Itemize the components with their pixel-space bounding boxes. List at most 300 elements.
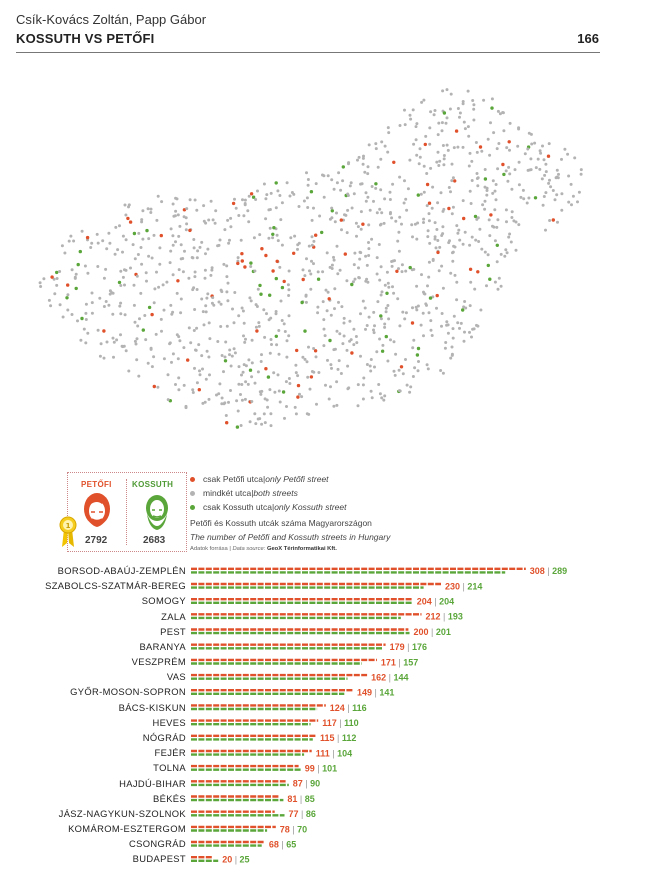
settlement-dot (460, 322, 463, 325)
settlement-dot (211, 296, 214, 299)
settlement-dot (452, 206, 455, 209)
settlement-dot (204, 401, 207, 404)
settlement-dot (196, 381, 199, 384)
settlement-dot (316, 311, 319, 314)
settlement-dot (468, 244, 471, 247)
settlement-dot (227, 242, 230, 245)
settlement-dot (111, 313, 114, 316)
settlement-dot (324, 334, 327, 337)
settlement-dot (394, 220, 397, 223)
settlement-dot (158, 263, 161, 266)
settlement-dot (425, 304, 428, 307)
settlement-dot (547, 182, 550, 185)
settlement-dot (474, 215, 477, 218)
settlement-dot (328, 398, 331, 401)
settlement-dot (336, 330, 339, 333)
settlement-dot (415, 238, 418, 241)
settlement-dot (303, 329, 306, 332)
settlement-dot (199, 373, 202, 376)
settlement-dot (253, 236, 256, 239)
settlement-dot (137, 375, 140, 378)
settlement-dot (451, 212, 454, 215)
settlement-dot (383, 326, 386, 329)
settlement-dot (271, 269, 274, 272)
settlement-dot (424, 135, 427, 138)
settlement-dot (310, 375, 313, 378)
county-label: BÉKÉS (152, 792, 186, 804)
settlement-dot (329, 385, 332, 388)
settlement-dot (555, 193, 558, 196)
settlement-dot (165, 281, 168, 284)
settlement-dot (373, 324, 376, 327)
settlement-dot (548, 219, 551, 222)
medal-ribbon-icon (59, 515, 77, 549)
settlement-dot (61, 244, 64, 247)
value-label: 68 | 65 (268, 839, 297, 850)
settlement-dot (447, 332, 450, 335)
settlement-dot (507, 236, 510, 239)
settlement-dot (97, 242, 100, 245)
settlement-dot (572, 195, 575, 198)
settlement-dot (366, 363, 369, 366)
settlement-dot (438, 160, 441, 163)
legend-item-petofi (190, 472, 347, 486)
settlement-dot (484, 200, 487, 203)
settlement-dot (240, 374, 243, 377)
settlement-dot (178, 268, 181, 271)
county-label: SOMOGY (141, 595, 186, 607)
settlement-dot (451, 346, 454, 349)
settlement-dot (484, 168, 487, 171)
settlement-dot (403, 317, 406, 320)
settlement-dot (48, 299, 51, 302)
settlement-dot (508, 140, 511, 143)
settlement-dot (344, 252, 347, 255)
settlement-dot (473, 288, 476, 291)
settlement-dot (193, 329, 196, 332)
settlement-dot (498, 277, 501, 280)
settlement-dot (443, 154, 446, 157)
settlement-dot (206, 292, 209, 295)
settlement-dot (494, 239, 497, 242)
settlement-dot (361, 223, 364, 226)
settlement-dot (179, 311, 182, 314)
settlement-dot (405, 209, 408, 212)
settlement-dot (281, 319, 284, 322)
settlement-dot (366, 172, 369, 175)
settlement-dot (437, 164, 440, 167)
settlement-dot (356, 159, 359, 162)
settlement-dot (488, 234, 491, 237)
settlement-dot (232, 202, 235, 205)
description-en: The number of Petőfi and Kossuth streets in Hungary (190, 532, 391, 542)
settlement-dot (417, 347, 420, 350)
settlement-dot (178, 225, 181, 228)
settlement-dot (76, 319, 79, 322)
settlement-dot (362, 377, 365, 380)
settlement-dot (39, 285, 42, 288)
settlement-dot (359, 355, 362, 358)
settlement-dot (302, 268, 305, 271)
settlement-dot (149, 211, 152, 214)
settlement-dot (181, 257, 184, 260)
settlement-dot (348, 320, 351, 323)
settlement-dot (250, 400, 253, 403)
settlement-dot (428, 219, 431, 222)
settlement-dot (497, 288, 500, 291)
settlement-dot (137, 253, 140, 256)
settlement-dot (91, 312, 94, 315)
settlement-dot (455, 281, 458, 284)
settlement-dot (539, 149, 542, 152)
settlement-dot (449, 357, 452, 360)
totals-divider (126, 479, 127, 545)
settlement-dot (436, 201, 439, 204)
settlement-dot (193, 275, 196, 278)
settlement-dot (526, 148, 529, 151)
settlement-dot (296, 374, 299, 377)
settlement-dot (484, 177, 487, 180)
settlement-dot (352, 280, 355, 283)
settlement-dot (479, 145, 482, 148)
settlement-dot (455, 298, 458, 301)
settlement-dot (203, 220, 206, 223)
settlement-dot (256, 190, 259, 193)
legend-sep: | (251, 488, 254, 498)
settlement-dot (431, 207, 434, 210)
petofi-portrait-icon (78, 492, 116, 534)
settlement-dot (72, 240, 75, 243)
settlement-dot (320, 231, 323, 234)
settlement-dot (385, 310, 388, 313)
settlement-dot (309, 273, 312, 276)
settlement-dot (269, 208, 272, 211)
settlement-dot (276, 260, 279, 263)
settlement-dot (65, 296, 68, 299)
kossuth-portrait-icon (138, 492, 176, 534)
settlement-dot (447, 207, 450, 210)
settlement-dot (194, 199, 197, 202)
settlement-dot (221, 397, 224, 400)
settlement-dot (200, 241, 203, 244)
settlement-dot (346, 349, 349, 352)
settlement-dot (219, 325, 222, 328)
settlement-dot (384, 145, 387, 148)
settlement-dot (462, 100, 465, 103)
settlement-dot (101, 239, 104, 242)
settlement-dot (241, 307, 244, 310)
settlement-dot (269, 352, 272, 355)
settlement-dot (333, 307, 336, 310)
settlement-dot (452, 251, 455, 254)
settlement-dot (469, 268, 472, 271)
settlement-dot (312, 347, 315, 350)
settlement-dot (248, 296, 251, 299)
settlement-dot (552, 189, 555, 192)
settlement-dot (492, 179, 495, 182)
settlement-dot (357, 225, 360, 228)
settlement-dot (350, 283, 353, 286)
settlement-dot (441, 312, 444, 315)
settlement-dot (86, 236, 89, 239)
settlement-dot (420, 101, 423, 104)
settlement-dot (288, 382, 291, 385)
settlement-dot (379, 392, 382, 395)
settlement-dot (275, 310, 278, 313)
settlement-dot (373, 331, 376, 334)
value-label: 20 | 25 (222, 854, 250, 865)
settlement-dot (307, 178, 310, 181)
settlement-dot (491, 225, 494, 228)
settlement-dot (336, 272, 339, 275)
settlement-dot (538, 168, 541, 171)
settlement-dot (331, 264, 334, 267)
description-hu: Petőfi és Kossuth utcák száma Magyarországon (190, 518, 372, 528)
settlement-dot (171, 234, 174, 237)
settlement-dot (168, 342, 171, 345)
settlement-dot (480, 248, 483, 251)
settlement-dot (457, 107, 460, 110)
settlement-dot (387, 282, 390, 285)
settlement-dot (470, 160, 473, 163)
settlement-dot (426, 284, 429, 287)
settlement-dot (268, 294, 271, 297)
settlement-dot (408, 159, 411, 162)
settlement-dot (487, 138, 490, 141)
settlement-dot (350, 181, 353, 184)
settlement-dot (549, 185, 552, 188)
settlement-dot (208, 337, 211, 340)
settlement-dot (266, 406, 269, 409)
settlement-dot (227, 282, 230, 285)
settlement-dot (462, 199, 465, 202)
settlement-dot (377, 166, 380, 169)
settlement-dot (97, 329, 100, 332)
settlement-dot (288, 270, 291, 273)
settlement-dot (282, 390, 285, 393)
settlement-dot (275, 181, 278, 184)
settlement-dot (378, 243, 381, 246)
settlement-dot (372, 311, 375, 314)
settlement-dot (472, 108, 475, 111)
settlement-dot (228, 353, 231, 356)
settlement-dot (240, 252, 243, 255)
county-label: SZABOLCS-SZATMÁR-BEREG (45, 580, 186, 592)
settlement-dot (157, 195, 160, 198)
settlement-dot (278, 194, 281, 197)
settlement-dot (505, 169, 508, 172)
legend-sep: | (263, 474, 266, 484)
settlement-dot (470, 336, 473, 339)
settlement-dot (379, 224, 382, 227)
settlement-dot (322, 300, 325, 303)
settlement-dot (129, 267, 132, 270)
settlement-dot (112, 337, 115, 340)
settlement-dot (409, 385, 412, 388)
settlement-dot (228, 349, 231, 352)
settlement-dot (249, 261, 252, 264)
settlement-dot (452, 327, 455, 330)
settlement-dot (343, 335, 346, 338)
settlement-dot (157, 286, 160, 289)
settlement-dot (270, 343, 273, 346)
settlement-dot (317, 270, 320, 273)
settlement-dot (68, 240, 71, 243)
settlement-dot (436, 251, 439, 254)
kossuth-dot-icon (190, 505, 195, 510)
settlement-dot (233, 347, 236, 350)
settlement-dot (445, 122, 448, 125)
settlement-dot (431, 186, 434, 189)
settlement-dot (391, 183, 394, 186)
value-label: 87 | 90 (292, 778, 321, 789)
settlement-dot (204, 304, 207, 307)
settlement-dot (358, 258, 361, 261)
settlement-dot (144, 338, 147, 341)
settlement-dot (268, 388, 271, 391)
settlement-dot (155, 271, 158, 274)
settlement-dot (409, 118, 412, 121)
settlement-dot (544, 163, 547, 166)
settlement-dot (177, 357, 180, 360)
settlement-dot (443, 111, 446, 114)
settlement-dot (233, 291, 236, 294)
settlement-dot (191, 256, 194, 259)
settlement-dot (417, 360, 420, 363)
settlement-dot (451, 260, 454, 263)
settlement-dot (527, 197, 530, 200)
settlement-dot (467, 125, 470, 128)
settlement-dot (196, 288, 199, 291)
settlement-dot (136, 275, 139, 278)
legend-item-kossuth (190, 500, 347, 514)
settlement-dot (187, 277, 190, 280)
settlement-dot (311, 219, 314, 222)
settlement-dot (191, 388, 194, 391)
settlement-dot (544, 191, 547, 194)
settlement-dot (578, 191, 581, 194)
settlement-dot (370, 238, 373, 241)
settlement-dot (481, 203, 484, 206)
settlement-dot (194, 271, 197, 274)
settlement-dot (398, 176, 401, 179)
settlement-dot (124, 214, 127, 217)
settlement-dot (192, 238, 195, 241)
settlement-dot (437, 151, 440, 154)
settlement-dot (487, 264, 490, 267)
settlement-dot (237, 256, 240, 259)
settlement-dot (471, 179, 474, 182)
settlement-dot (518, 161, 521, 164)
settlement-dot (397, 231, 400, 234)
settlement-dot (208, 373, 211, 376)
settlement-dot (570, 203, 573, 206)
settlement-dot (306, 360, 309, 363)
settlement-dot (496, 244, 499, 247)
settlement-dot (136, 337, 139, 340)
settlement-dot (355, 235, 358, 238)
settlement-dot (488, 278, 491, 281)
settlement-dot (393, 370, 396, 373)
settlement-dot (404, 358, 407, 361)
settlement-dot (250, 192, 253, 195)
settlement-dot (454, 274, 457, 277)
settlement-dot (332, 256, 335, 259)
settlement-dot (283, 322, 286, 325)
settlement-dot (560, 209, 563, 212)
settlement-dot (224, 356, 227, 359)
settlement-dot (446, 88, 449, 91)
settlement-dot (434, 221, 437, 224)
settlement-dot (90, 242, 93, 245)
settlement-dot (109, 293, 112, 296)
settlement-dot (398, 250, 401, 253)
settlement-dot (453, 179, 456, 182)
settlement-dot (275, 206, 278, 209)
settlement-dot (335, 380, 338, 383)
settlement-dot (412, 339, 415, 342)
settlement-dot (580, 168, 583, 171)
settlement-dot (355, 335, 358, 338)
settlement-dot (262, 308, 265, 311)
settlement-dot (199, 246, 202, 249)
settlement-dot (305, 294, 308, 297)
settlement-dot (389, 211, 392, 214)
settlement-dot (309, 288, 312, 291)
settlement-dot (557, 176, 560, 179)
settlement-dot (205, 310, 208, 313)
settlement-dot (152, 355, 155, 358)
settlement-dot (79, 250, 82, 253)
settlement-dot (426, 363, 429, 366)
settlement-dot (202, 204, 205, 207)
settlement-dot (472, 119, 475, 122)
settlement-dot (357, 266, 360, 269)
settlement-dot (376, 211, 379, 214)
settlement-dot (330, 178, 333, 181)
settlement-dot (229, 217, 232, 220)
settlement-dot (411, 306, 414, 309)
settlement-dot (277, 329, 280, 332)
settlement-dot (211, 266, 214, 269)
settlement-dot (417, 193, 420, 196)
settlement-dot (476, 177, 479, 180)
settlement-dot (455, 129, 458, 132)
settlement-dot (328, 297, 331, 300)
settlement-dot (240, 383, 243, 386)
settlement-dot (265, 193, 268, 196)
settlement-dot (374, 187, 377, 190)
settlement-dot (170, 313, 173, 316)
settlement-dot (448, 186, 451, 189)
settlement-dot (244, 338, 247, 341)
settlement-dot (225, 414, 228, 417)
settlement-dot (268, 318, 271, 321)
settlement-dot (469, 152, 472, 155)
settlement-dot (452, 245, 455, 248)
settlement-dot (420, 324, 423, 327)
settlement-dot (449, 190, 452, 193)
settlement-dot (321, 270, 324, 273)
settlement-dot (289, 195, 292, 198)
settlement-dot (332, 348, 335, 351)
settlement-dot (260, 353, 263, 356)
petofi-label: PETŐFI (81, 480, 112, 489)
settlement-dot (358, 156, 361, 159)
settlement-dot (408, 391, 411, 394)
settlement-dot (198, 369, 201, 372)
settlement-dot (96, 233, 99, 236)
